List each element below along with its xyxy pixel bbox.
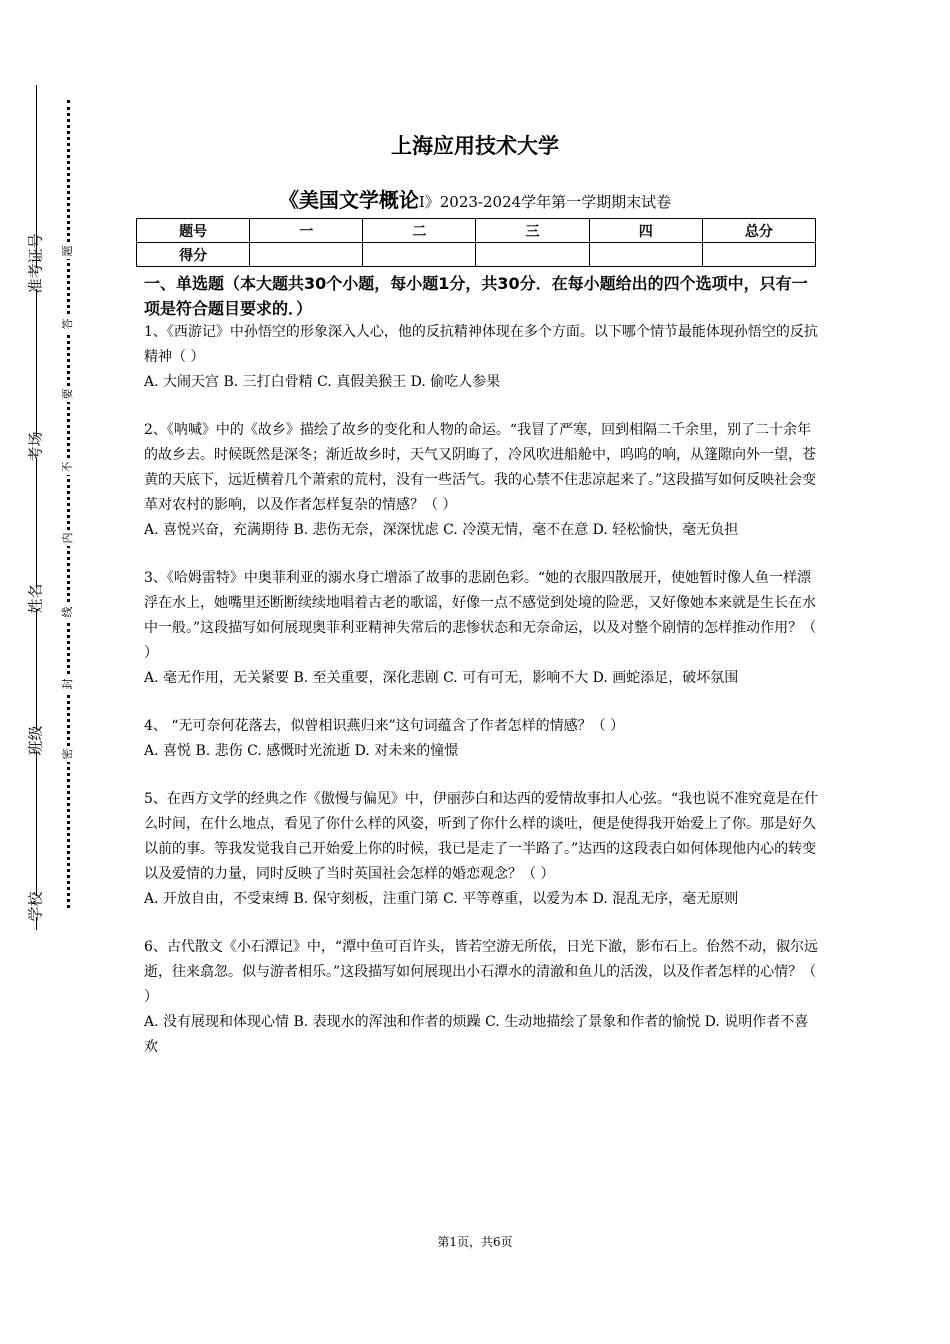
course-name: 《美国文学概论 [278, 188, 419, 212]
seal-char: 密 [59, 746, 75, 762]
exam-room-label: 考场 [20, 436, 50, 457]
question-item [144, 418, 820, 543]
question-stem: 5、在西方文学的经典之作《傲慢与偏见》中，伊丽莎白和达西的爱情故事扣人心弦。“我也说不准究竟是在什么时间，在什么地点，看见了你什么样的风姿，听到了你什么样的谈吐，便是使得我开始爱上了你。那是好久以前的事。等我发觉我自己开始爱上你的时候，我已是走了一半路了。”达西的这段表白如何体现他内心的转变以及爱情的力量，同时反映了当时英国社会怎样的婚恋观念？（ ） [144, 791, 819, 882]
seal-char: 不 [59, 459, 75, 475]
seal-char: 题 [59, 243, 75, 259]
question-stem: 1、《西游记》中孙悟空的形象深入人心，他的反抗精神体现在多个方面。以下哪个情节最能体现孙悟空的反抗精神（ ） [144, 324, 818, 365]
score-table-header-row [137, 219, 816, 243]
score-cell[interactable] [589, 243, 702, 267]
page-footer: 第1页，共6页 [437, 1235, 513, 1249]
question-list [144, 320, 820, 1083]
question-stem: 6、古代散文《小石潭记》中，“潭中鱼可百许头，皆若空游无所依，日光下澈，影布石上。佁然不动，俶尔远逝，往来翕忽。似与游者相乐。”这段描写如何展现出小石潭水的清澈和鱼儿的活泼，以及作者怎样的心情？（ ） [144, 939, 819, 1005]
question-options: A. 喜悦 B. 悲伤 C. 感慨时光流逝 D. 对未来的憧憬 [144, 743, 459, 759]
university-title: 上海应用技术大学 [391, 134, 559, 158]
school-label: 学校 [20, 896, 50, 917]
seal-dotted-line [67, 100, 70, 908]
seal-char: 线 [59, 604, 75, 620]
question-options: A. 毫无作用，无关紧要 B. 至关重要，深化悲剧 C. 可有可无，影响不大 D. 画蛇添足，破坏氛围 [144, 670, 739, 686]
class-label: 班级 [20, 730, 50, 751]
seal-char: 内 [59, 530, 75, 546]
score-table-header-cell: 一 [250, 219, 363, 243]
exam-subtitle [0, 184, 950, 213]
exam-info: I》2023-2024学年第一学期期末试卷 [418, 193, 672, 211]
seal-char: 要 [59, 386, 75, 402]
score-row-label: 得分 [137, 243, 250, 267]
score-table-header-cell: 四 [589, 219, 702, 243]
question-stem: 3、《哈姆雷特》中奥菲利亚的溺水身亡增添了故事的悲剧色彩。“她的衣服四散展开，使她暂时像人鱼一样漂浮在水上，她嘴里还断断续续地唱着古老的歌谣，好像一点不感觉到处境的险恶，又好像她本来就是生长在水中一般。”这段描写如何展现奥菲利亚精神失常后的悲惨状态和无奈命运，以及对整个剧情的怎样推动作用？（ ） [144, 570, 817, 661]
score-cell[interactable] [363, 243, 476, 267]
question-item [144, 787, 820, 912]
question-options: A. 没有展现和体现心情 B. 表现水的浑浊和作者的烦躁 C. 生动地描绘了景象和作者的愉悦 D. 说明作者不喜欢 [144, 1014, 809, 1055]
question-stem: 4、 “无可奈何花落去，似曾相识燕归来”这句词蕴含了作者怎样的情感？（ ） [144, 718, 625, 734]
question-item [144, 714, 820, 764]
score-table-header-cell: 题号 [137, 219, 250, 243]
seal-char: 答 [59, 316, 75, 332]
score-cell[interactable] [476, 243, 589, 267]
question-item [144, 935, 820, 1060]
admission-number-label: 准考证号 [20, 268, 50, 289]
score-table-header-cell: 二 [363, 219, 476, 243]
question-item [144, 320, 820, 395]
score-table-score-row [137, 243, 816, 267]
score-table-header-cell: 总分 [702, 219, 815, 243]
question-item [144, 566, 820, 691]
name-label: 姓名 [20, 588, 50, 609]
score-cell[interactable] [250, 243, 363, 267]
section-title: 一、单选题（本大题共30个小题，每小题1分，共30分．在每小题给出的四个选项中，只有一项是符合题目要求的．） [144, 274, 808, 318]
question-options: A. 喜悦兴奋，充满期待 B. 悲伤无奈，深深忧虑 C. 冷漠无情，毫不在意 D. 轻松愉快，毫无负担 [144, 522, 739, 538]
score-cell[interactable] [702, 243, 815, 267]
score-table-header-cell: 三 [476, 219, 589, 243]
question-options: A. 开放自由，不受束缚 B. 保守刻板，注重门第 C. 平等尊重，以爱为本 D. 混乱无序，毫无原则 [144, 891, 739, 907]
seal-char: 封 [59, 676, 75, 692]
score-table [136, 218, 816, 267]
question-options: A. 大闹天宫 B. 三打白骨精 C. 真假美猴王 D. 偷吃人参果 [144, 374, 501, 390]
question-stem: 2、《呐喊》中的《故乡》描绘了故乡的变化和人物的命运。“我冒了严寒，回到相隔二千余里，别了二十余年的故乡去。时候既然是深冬；渐近故乡时，天气又阴晦了，冷风吹进船舱中，呜呜的响，从篷隙向外一望，苍黄的天底下，远近横着几个萧索的荒村，没有一些活气。我的心禁不住悲凉起来了。”这段描写如何反映社会变革对农村的影响，以及作者怎样复杂的情感？（ ） [144, 422, 817, 513]
